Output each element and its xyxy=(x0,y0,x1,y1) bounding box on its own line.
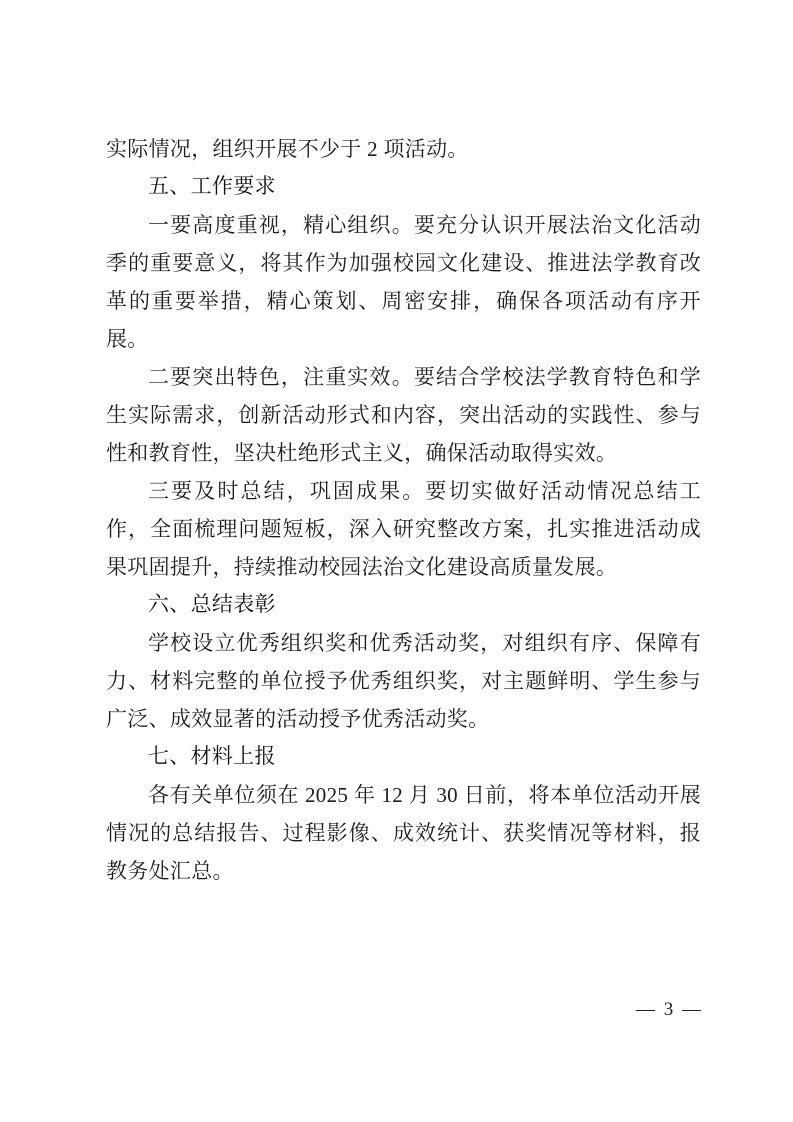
section-heading-5-work-requirements: 五、工作要求 xyxy=(148,175,276,198)
paragraph-section7-1: 各有关单位须在 2025 年 12 月 30 日前，将本单位活动开展情况的总结报告、过程影像、成效统计、获奖情况等材料，报教务处汇总。 xyxy=(106,783,701,883)
paragraph-continuation: 实际情况，组织开展不少于 2 项活动。 xyxy=(106,137,469,161)
paragraph-section5-3: 三要及时总结，巩固成果。要切实做好活动情况总结工作，全面梳理问题短板，深入研究整改方案，扎实推进活动成果巩固提升，持续推动校园法治文化建设高质量发展。 xyxy=(106,479,701,579)
paragraph-section5-1: 一要高度重视，精心组织。要充分认识开展法治文化活动季的重要意义，将其作为加强校园文化建设、推进法学教育改革的重要举措，精心策划、周密安排，确保各项活动有序开展。 xyxy=(106,213,701,351)
paragraph-section5-2: 二要突出特色，注重实效。要结合学校法学教育特色和学生实际需求，创新活动形式和内容，突出活动的实践性、参与性和教育性，坚决杜绝形式主义，确保活动取得实效。 xyxy=(106,365,701,465)
paragraph-section6-1: 学校设立优秀组织奖和优秀活动奖，对组织有序、保障有力、材料完整的单位授予优秀组织奖，对主题鲜明、学生参与广泛、成效显著的活动授予优秀活动奖。 xyxy=(106,631,701,731)
page-number: — 3 — xyxy=(636,999,703,1020)
section-heading-7-material-submission: 七、材料上报 xyxy=(148,745,276,768)
section-heading-6-commendation: 六、总结表彰 xyxy=(148,593,276,616)
document-body xyxy=(106,130,701,890)
